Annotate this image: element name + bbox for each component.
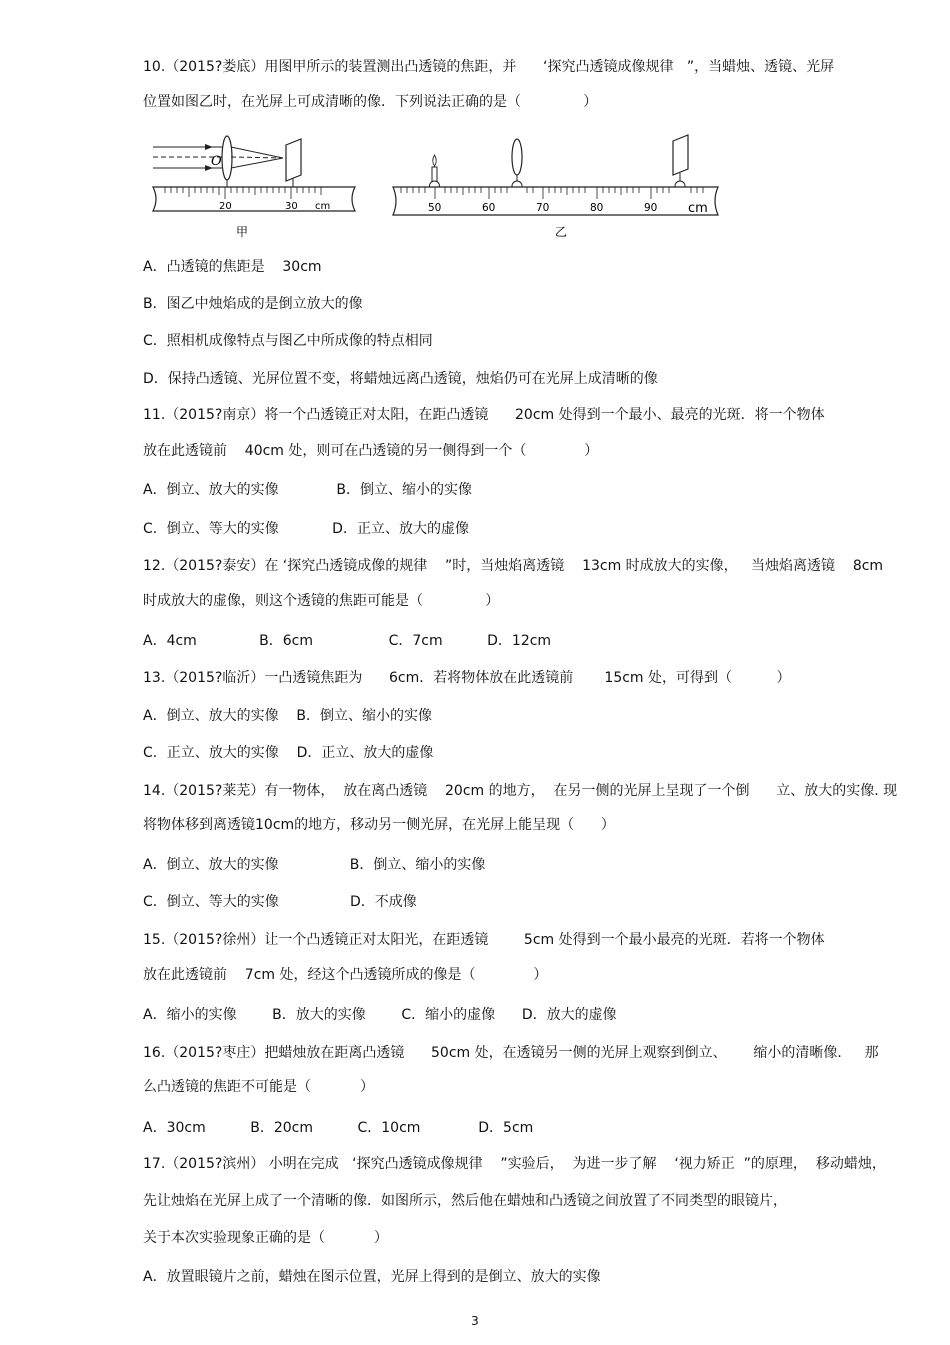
- jia-tick-unit: cm: [315, 201, 331, 212]
- q10-stem-line1: 10.（2015?娄底）用图甲所示的装置测出凸透镜的焦距，并 ‘探究凸透镜成像规律 ”，当蜡烛、透镜、光屏: [143, 59, 835, 75]
- q11-stem-line1: 11.（2015?南京）将一个凸透镜正对太阳，在距凸透镜 20cm 处得到一个最小、最亮的光斑．将一个物体: [143, 407, 825, 423]
- q17-option-a: A．放置眼镜片之前，蜡烛在图示位置，光屏上得到的是倒立、放大的实像: [143, 1269, 601, 1285]
- yi-tick-90: 90: [644, 202, 658, 214]
- q16-options: A．30cm B．20cm C．10cm D．5cm: [143, 1120, 534, 1136]
- q10-option-b: B．图乙中烛焰成的是倒立放大的像: [143, 296, 363, 312]
- yi-tick-50: 50: [428, 202, 442, 214]
- figure-jia: [153, 136, 355, 239]
- q10-stem-line2: 位置如图乙时，在光屏上可成清晰的像．下列说法正确的是（ ）: [143, 94, 598, 110]
- figure-jia-caption: 甲: [236, 225, 249, 239]
- q16-stem-line2: 么凸透镜的焦距不可能是（ ）: [143, 1079, 374, 1095]
- yi-tick-70: 70: [536, 202, 550, 214]
- q14-options-cd: C．倒立、等大的实像 D．不成像: [143, 894, 417, 910]
- q10-option-a: A．凸透镜的焦距是 30cm: [143, 259, 322, 275]
- q13-options-ab: A．倒立、放大的实像 B．倒立、缩小的实像: [143, 708, 432, 724]
- q17-stem-line2: 先让烛焰在光屏上成了一个清晰的像．如图所示，然后他在蜡烛和凸透镜之间放置了不同类型的眼镜片，: [143, 1193, 787, 1209]
- yi-tick-unit: cm: [688, 201, 708, 216]
- q11-stem-line2: 放在此透镜前 40cm 处，则可在凸透镜的另一侧得到一个（ ）: [143, 443, 599, 459]
- q10-option-c: C．照相机成像特点与图乙中所成像的特点相同: [143, 333, 433, 349]
- q10-option-d: D．保持凸透镜、光屏位置不变，将蜡烛远离凸透镜，烛焰仍可在光屏上成清晰的像: [143, 371, 658, 387]
- figure-yi-caption: 乙: [555, 225, 568, 239]
- jia-tick-20: 20: [219, 201, 232, 212]
- q13-options-cd: C．正立、放大的实像 D．正立、放大的虚像: [143, 745, 434, 761]
- q17-stem-line3: 关于本次实验现象正确的是（ ）: [143, 1230, 388, 1246]
- q15-stem-line2: 放在此透镜前 7cm 处，经这个凸透镜所成的像是（ ）: [143, 967, 548, 983]
- q14-options-ab: A．倒立、放大的实像 B．倒立、缩小的实像: [143, 857, 486, 873]
- q16-stem-line1: 16.（2015?枣庄）把蜡烛放在距离凸透镜 50cm 处，在透镜另一侧的光屏上观察到倒立、 缩小的清晰像． 那: [143, 1045, 879, 1061]
- q12-stem-line1: 12.（2015?泰安）在 ‘探究凸透镜成像的规律 ”时，当烛焰离透镜 13cm 时成放大的实像， 当烛焰离透镜 8cm: [143, 558, 884, 574]
- q15-options: A．缩小的实像 B．放大的实像 C．缩小的虚像 D．放大的虚像: [143, 1007, 617, 1023]
- q11-options-ab: A．倒立、放大的实像 B．倒立、缩小的实像: [143, 482, 473, 498]
- q11-options-cd: C．倒立、等大的实像 D．正立、放大的虚像: [143, 521, 469, 537]
- q12-stem-line2: 时成放大的虚像，则这个透镜的焦距可能是（ ）: [143, 593, 500, 609]
- focus-label-o: O: [211, 154, 222, 169]
- q12-options: A．4cm B．6cm C．7cm D．12cm: [143, 633, 552, 649]
- jia-tick-30: 30: [285, 201, 298, 212]
- q13-stem: 13.（2015?临沂）一凸透镜焦距为 6cm．若将物体放在此透镜前 15cm 处，可得到（ ）: [143, 670, 791, 686]
- q14-stem-line1: 14.（2015?莱芜）有一物体， 放在离凸透镜 20cm 的地方， 在另一侧的光屏上呈现了一个倒 立、放大的实像. 现: [143, 783, 898, 799]
- yi-tick-60: 60: [482, 202, 496, 214]
- q10-figures: [143, 125, 728, 240]
- page-number: 3: [471, 1314, 479, 1328]
- q17-stem-line1: 17.（2015?滨州） 小明在完成 ‘探究凸透镜成像规律 ”实验后， 为进一步了解 ‘视力矫正 ”的原理， 移动蜡烛，: [143, 1156, 886, 1172]
- figure-yi: [393, 135, 718, 239]
- yi-tick-80: 80: [590, 202, 604, 214]
- q15-stem-line1: 15.（2015?徐州）让一个凸透镜正对太阳光，在距透镜 5cm 处得到一个最小最亮的光斑．若将一个物体: [143, 932, 825, 948]
- q14-stem-line2: 将物体移到离透镜10cm的地方，移动另一侧光屏，在光屏上能呈现（ ）: [143, 817, 615, 833]
